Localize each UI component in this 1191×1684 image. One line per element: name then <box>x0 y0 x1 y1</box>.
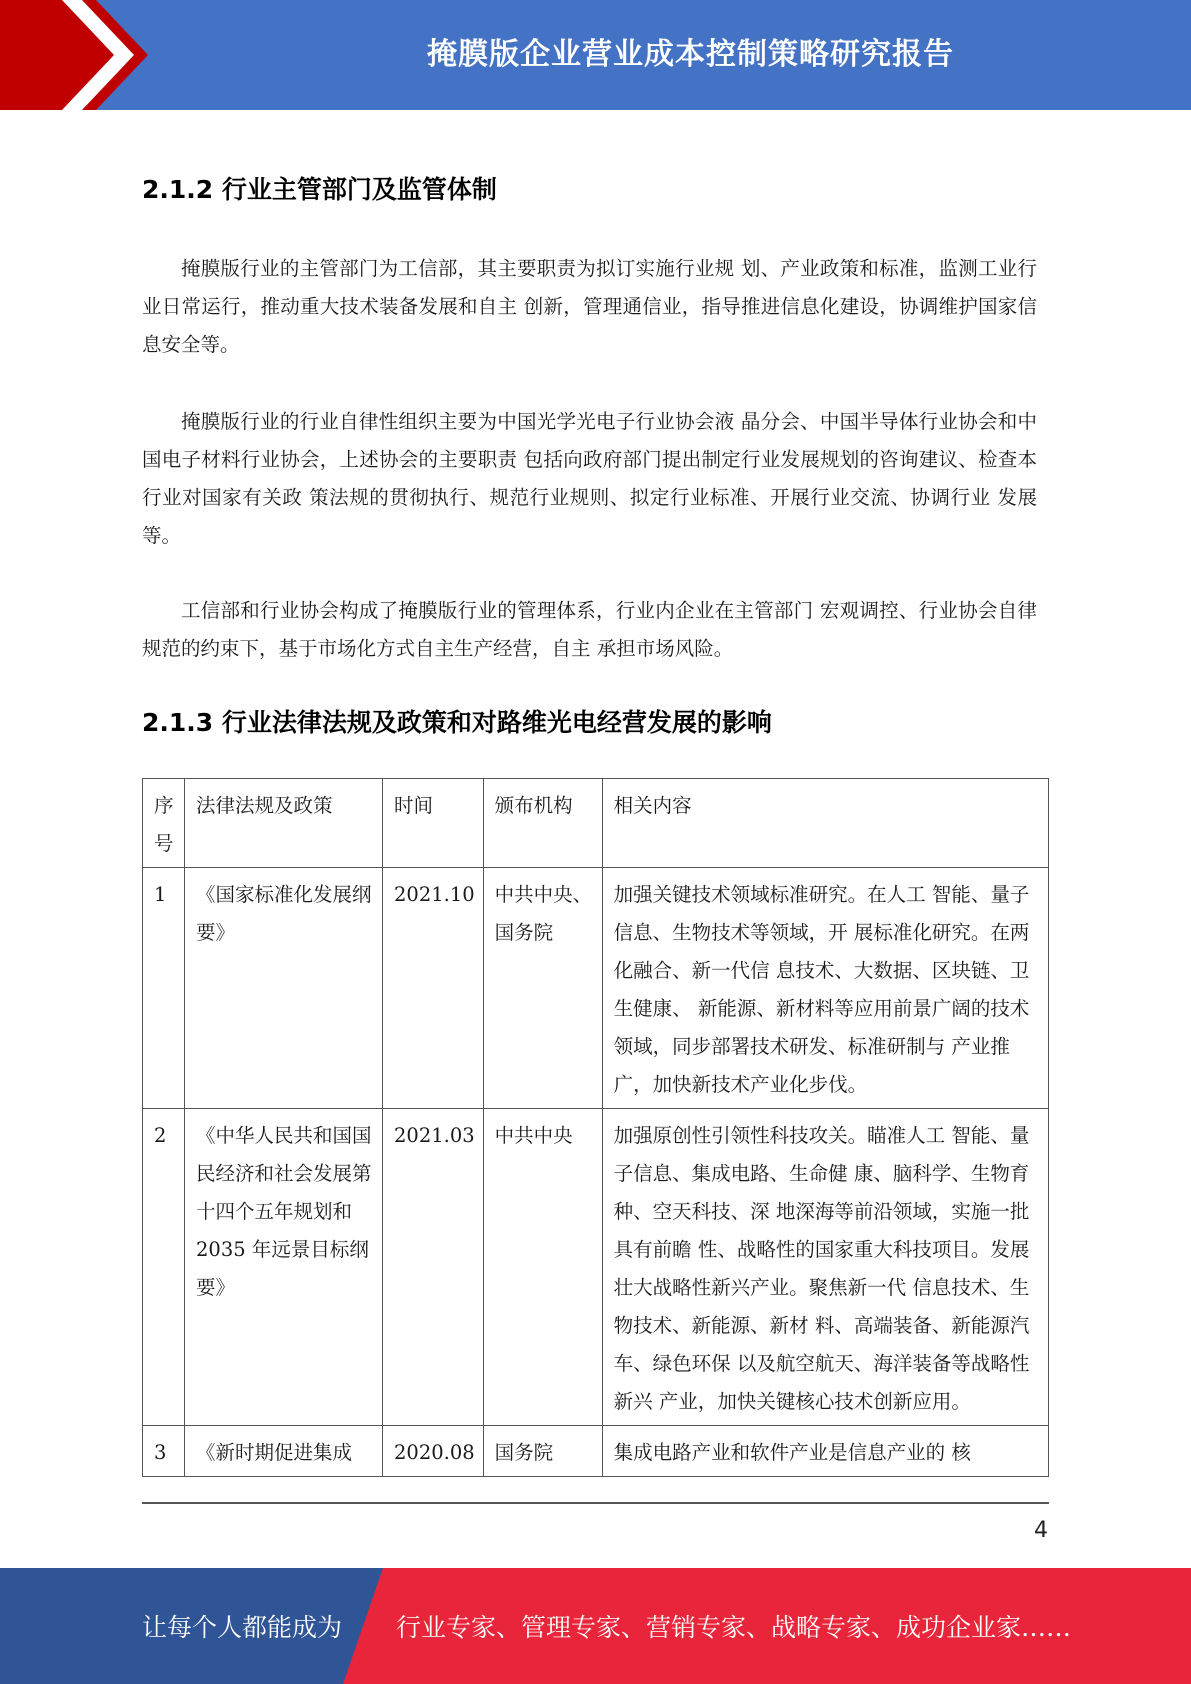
cell-no: 1 <box>143 868 185 1109</box>
paragraph-2: 掩膜版行业的行业自律性组织主要为中国光学光电子行业协会液 晶分会、中国半导体行业协会和中国电子材料行业协会，上述协会的主要职责 包括向政府部门提出制定行业发展规划的咨询建议、检查本行业对国家有关政 策法规的贯彻执行、规范行业规则、拟定行业标准、开展行业交流、协调行业 发展等。 <box>142 410 1037 547</box>
section-heading-2-1-2: 2.1.2 行业主管部门及监管体制 <box>142 175 497 204</box>
table-continuation-mask <box>0 1503 1191 1563</box>
paragraph-1: 掩膜版行业的主管部门为工信部，其主要职责为拟订实施行业规 划、产业政策和标准，监测工业行业日常运行，推动重大技术装备发展和自主 创新，管理通信业，指导推进信息化建设，协调维护国家信息安全等。 <box>142 257 1037 356</box>
col-header-policy: 法律法规及政策 <box>185 779 383 868</box>
col-header-date: 时间 <box>383 779 484 868</box>
table-row <box>143 1109 1049 1426</box>
page-number: 4 <box>1034 1518 1048 1543</box>
cell-date: 2021.10 <box>383 868 484 1109</box>
cell-policy: 《新时期促进集成 <box>185 1426 383 1477</box>
table-row <box>143 1426 1049 1477</box>
cell-issuer: 国务院 <box>483 1426 602 1477</box>
cell-no: 3 <box>143 1426 185 1477</box>
cell-issuer: 中共中央 <box>483 1109 602 1426</box>
cell-content: 加强原创性引领性科技攻关。瞄准人工 智能、量子信息、集成电路、生命健 康、脑科学、生物育种、空天科技、深 地深海等前沿领域，实施一批具有前瞻 性、战略性的国家重大科技项目。发展壮大战略性新兴产业。聚焦新一代 信息技术、生物技术、新能源、新材 料、高端装备、新能源汽车、绿色环保 以及航空航天、海洋装备等战略性新兴 产业，加快关键核心技术创新应用。 <box>602 1109 1048 1426</box>
section-heading-2-1-3: 2.1.3 行业法律法规及政策和对路维光电经营发展的影响 <box>142 708 772 737</box>
paragraph-3: 工信部和行业协会构成了掩膜版行业的管理体系，行业内企业在主管部门 宏观调控、行业协会自律规范的约束下，基于市场化方式自主生产经营，自主 承担市场风险。 <box>142 599 1037 660</box>
col-header-issuer: 颁布机构 <box>483 779 602 868</box>
page-header <box>0 0 1191 110</box>
cell-issuer: 中共中央、国务院 <box>483 868 602 1109</box>
cell-date: 2021.03 <box>383 1109 484 1426</box>
page-footer <box>0 1568 1191 1684</box>
cell-policy: 《国家标准化发展纲要》 <box>185 868 383 1109</box>
cell-content: 加强关键技术领域标准研究。在人工 智能、量子信息、生物技术等领域，开 展标准化研究。在两化融合、新一代信 息技术、大数据、区块链、卫生健康、 新能源、新材料等应用前景广阔的技术 领域，同步部署技术研发、标准研制与 产业推广，加快新技术产业化步伐。 <box>602 868 1048 1109</box>
cell-no: 2 <box>143 1109 185 1426</box>
table-bottom-border <box>142 1502 1049 1504</box>
col-header-no: 序号 <box>143 779 185 868</box>
cell-policy: 《中华人民共和国国民经济和社会发展第十四个五年规划和 2035 年远景目标纲要》 <box>185 1109 383 1426</box>
policy-table <box>142 778 1049 1477</box>
cell-date: 2020.08 <box>383 1426 484 1477</box>
footer-slogan-right: 行业专家、管理专家、营销专家、战略专家、成功企业家…… <box>396 1613 1072 1642</box>
report-title: 掩膜版企业营业成本控制策略研究报告 <box>427 37 954 72</box>
table-row <box>143 868 1049 1109</box>
footer-slogan-left: 让每个人都能成为 <box>142 1613 343 1642</box>
cell-content: 集成电路产业和软件产业是信息产业的 核 <box>602 1426 1048 1477</box>
col-header-content: 相关内容 <box>602 779 1048 868</box>
header-arrow-decoration <box>0 0 300 110</box>
table-header-row <box>143 779 1049 868</box>
